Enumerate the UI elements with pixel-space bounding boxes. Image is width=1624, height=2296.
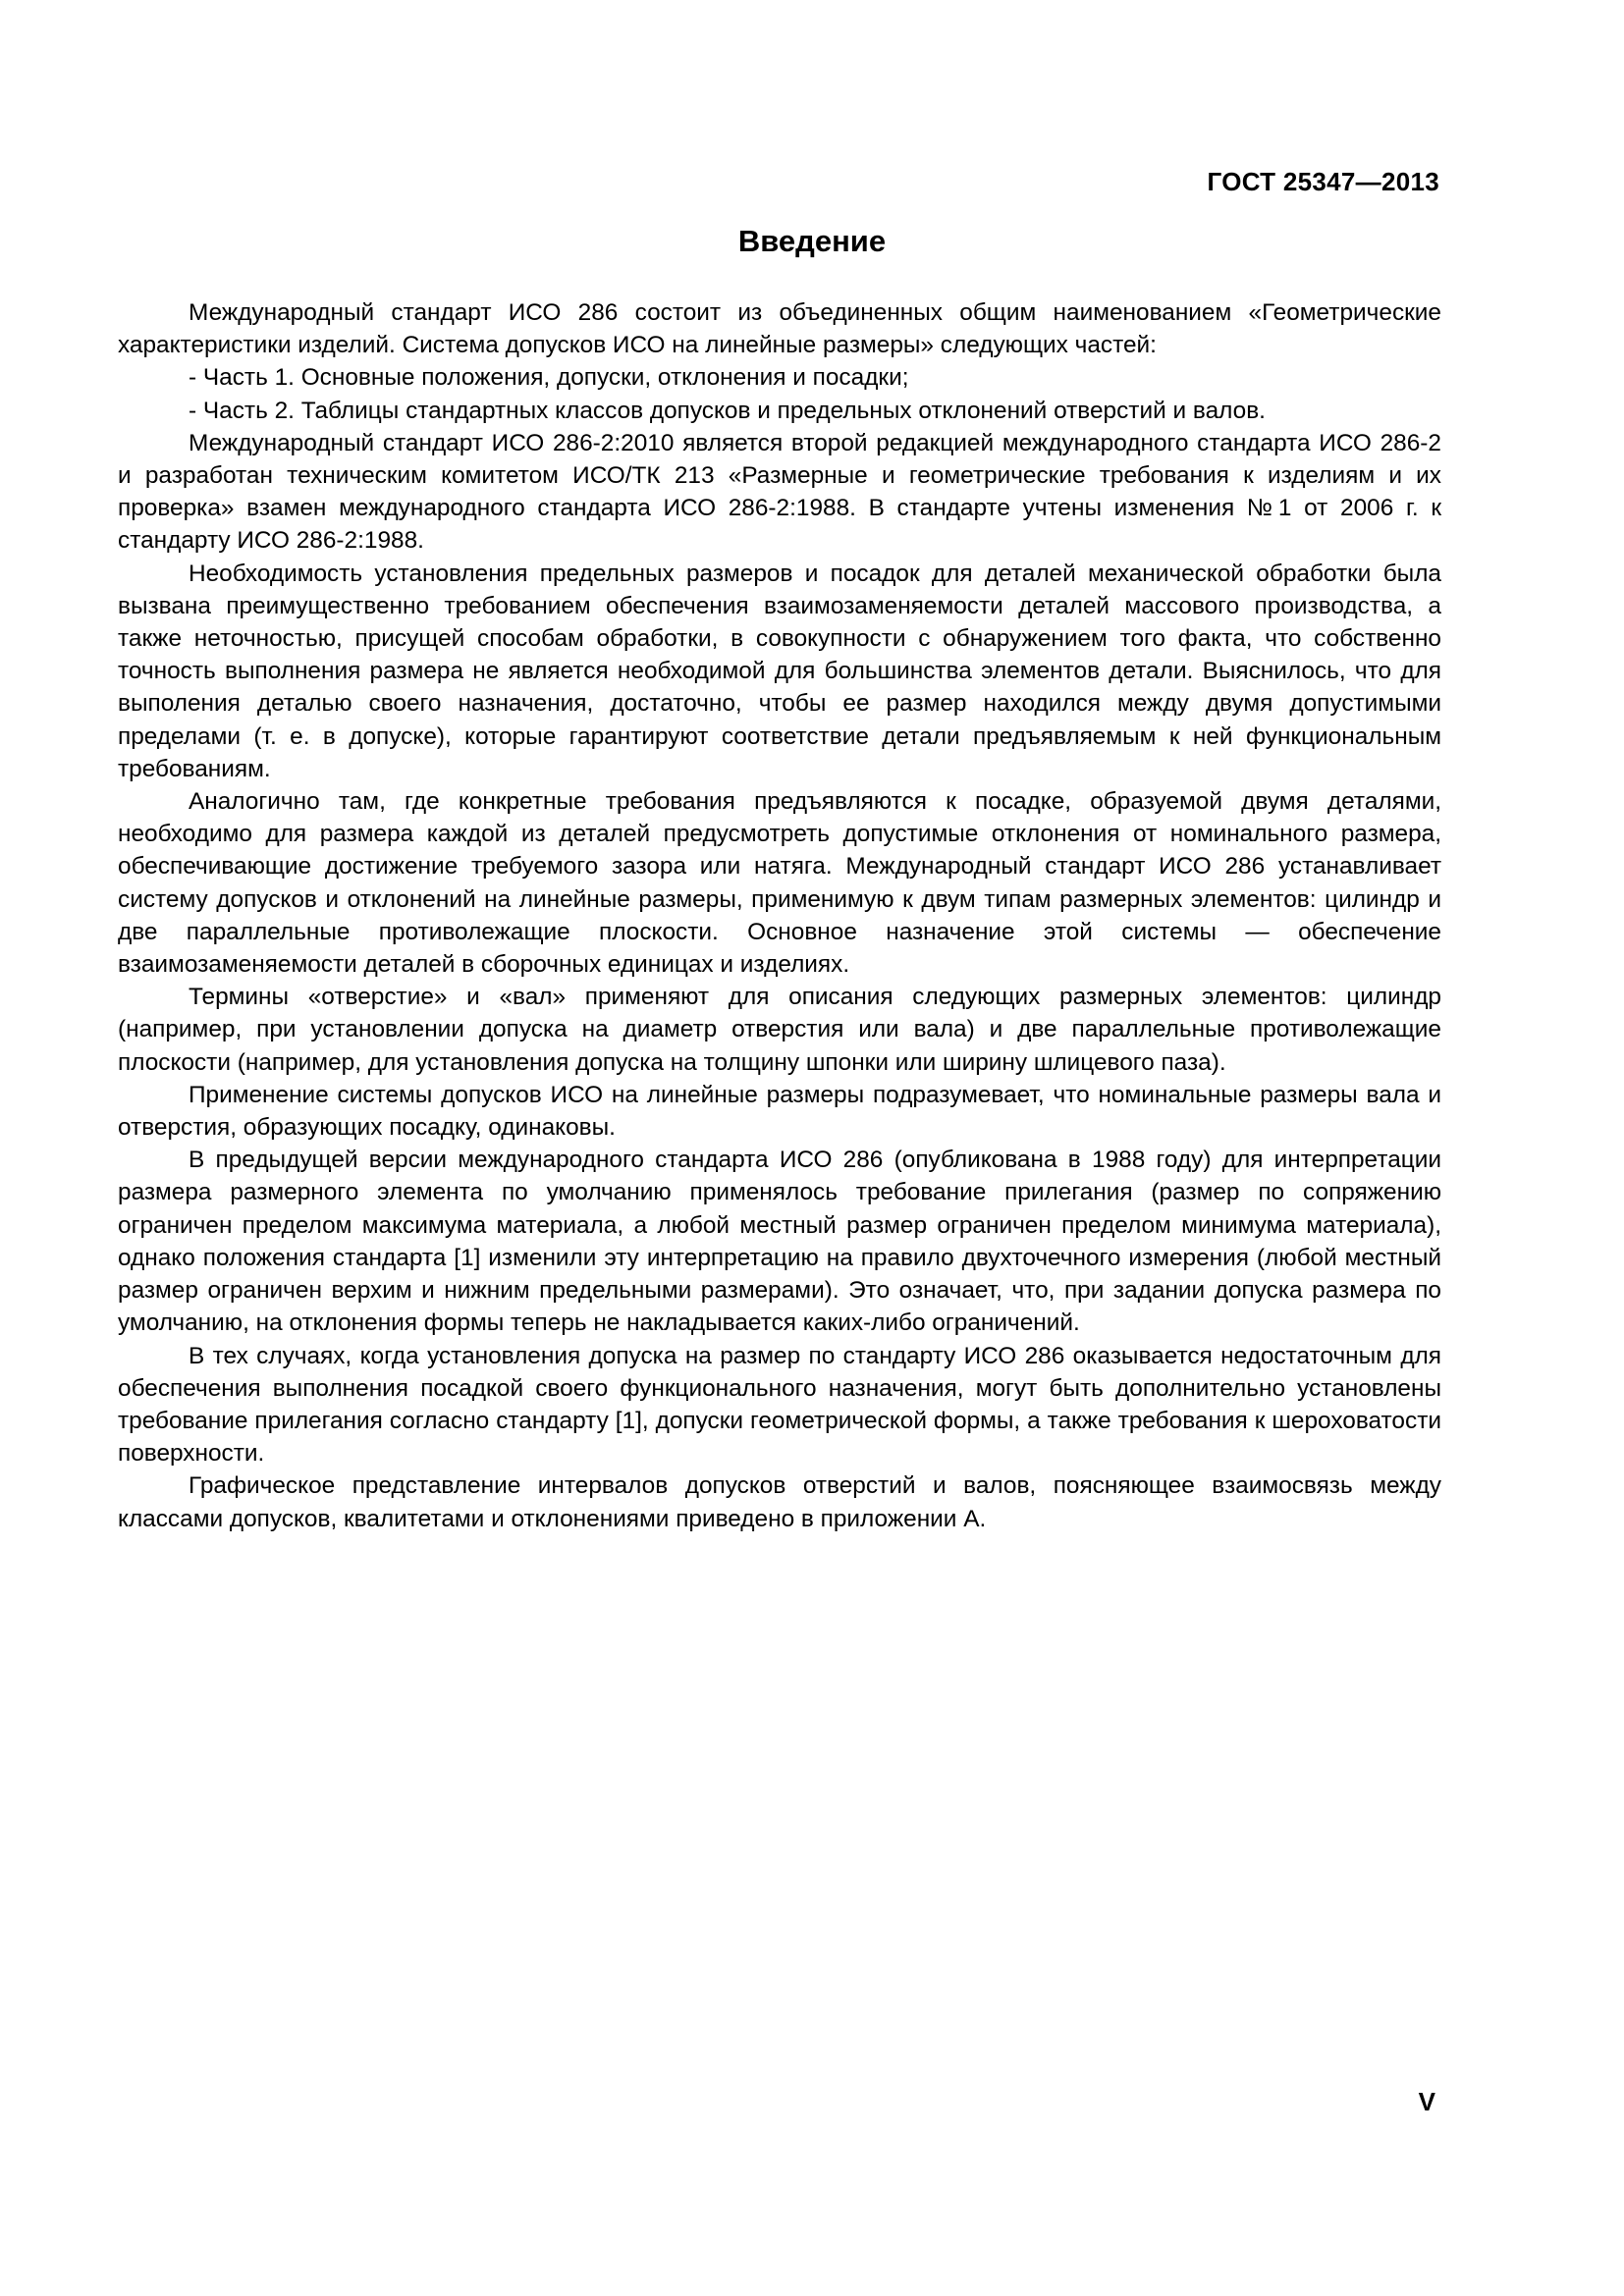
paragraph: Международный стандарт ИСО 286 состоит из объединенных общим наименованием «Геометрические характеристики изделий. Система допусков ИСО на линейные размеры» следующих частей: (118, 299, 1441, 359)
paragraph: Аналогично там, где конкретные требования предъявляются к посадке, образуемой двумя деталями, необходимо для размера каждой из деталей предусмотреть допустимые отклонения от номинального размера, обеспечивающие достижение требуемого зазора или натяга. Международный стандарт ИСО 286 устанавливает систему допусков и отклонений на линейные размеры, применимую к двум типам размерных элементов: цилиндр и две параллельные противолежащие плоскости. Основное назначение этой системы — обеспечение взаимозаменяемости деталей в сборочных единицах и изделиях. (118, 788, 1441, 979)
list-item: - Часть 2. Таблицы стандартных классов допусков и предельных отклонений отверстий и валов. (189, 397, 1266, 424)
body-text (118, 296, 1441, 1535)
paragraph: Применение системы допусков ИСО на линейные размеры подразумевает, что номинальные размеры вала и отверстия, образующих посадку, одинаковы. (118, 1081, 1441, 1142)
document-code: ГОСТ 25347—2013 (1207, 167, 1439, 196)
page-number: V (1418, 2087, 1435, 2116)
paragraph: В предыдущей версии международного стандарта ИСО 286 (опубликована в 1988 году) для интерпретации размера размерного элемента по умолчанию применялось требование прилегания (размер по сопряжению ограничен пределом максимума материала, а любой местный размер ограничен пределом минимума материала), однако положения стандарта [1] изменили эту интерпретацию на правило двухточечного измерения (любой местный размер ограничен верхим и нижним предельными размерами). Это означает, что, при задании допуска размера по умолчанию, на отклонения формы теперь не накладывается каких-либо ограничений. (118, 1147, 1441, 1337)
paragraph: Графическое представление интервалов допусков отверстий и валов, поясняющее взаимосвязь между классами допусков, квалитетами и отклонениями приведено в приложении А. (118, 1472, 1441, 1532)
section-title: Введение (737, 224, 887, 258)
paragraph: В тех случаях, когда установления допуска на размер по стандарту ИСО 286 оказывается недостаточным для обеспечения выполнения посадкой своего функционального назначения, могут быть дополнительно установлены требование прилегания согласно стандарту [1], допуски геометрической формы, а также требования к шероховатости поверхности. (118, 1342, 1441, 1468)
paragraph: Необходимость установления предельных размеров и посадок для деталей механической обработки была вызвана преимущественно требованием обеспечения взаимозаменяемости деталей массового производства, а также неточностью, присущей способам обработки, в совокупности с обнаружением того факта, что собственно точность выполнения размера не является необходимой для большинства элементов детали. Выяснилось, что для выполения деталью своего назначения, достаточно, чтобы ее размер находился между двумя допустимыми пределами (т. е. в допуске), которые гарантируют соответствие детали предъявляемым к ней функциональным требованиям. (118, 560, 1441, 782)
paragraph: Термины «отверстие» и «вал» применяют для описания следующих размерных элементов: цилиндр (например, при установлении допуска на диаметр отверстия или вала) и две параллельные противолежащие плоскости (например, для установления допуска на толщину шпонки или ширину шлицевого паза). (118, 984, 1441, 1076)
list-item: - Часть 1. Основные положения, допуски, отклонения и посадки; (189, 364, 909, 392)
paragraph: Международный стандарт ИСО 286-2:2010 является второй редакцией международного стандарта ИСО 286-2 и разработан техническим комитетом ИСО/ТК 213 «Размерные и геометрические требования к изделиям и их проверка» взамен международного стандарта ИСО 286-2:1988. В стандарте учтены изменения №1 от 2006 г. к стандарту ИСО 286-2:1988. (118, 429, 1441, 555)
